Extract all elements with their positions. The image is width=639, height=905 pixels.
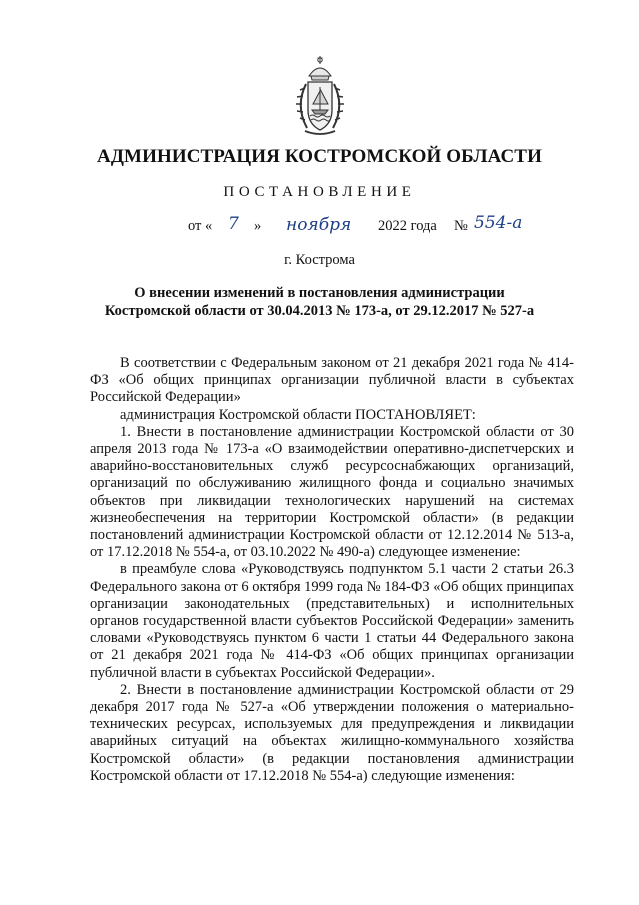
number-label: № (454, 218, 468, 234)
handwritten-month: ноября (286, 215, 352, 235)
coat-of-arms-emblem (291, 54, 349, 138)
date-line (188, 213, 548, 240)
paragraph-item-1: 1. Внести в постановление администрации Костромской области от 30 апреля 2013 года № 173-а «О взаимодействии оперативно-диспетчерских и аварийно-восстановительных служб ресурсоснабжающих организаций, организаций по обслуживанию жилищного фонда и социально значимых объектов при ликвидации технологических нарушений на системах жизнеобеспечения на территории Костромской области» (в редакции постановлений администрации Костромской области от 12.12.2014 № 513-а, от 17.12.2018 № 554-а, от 03.10.2022 № 490-а) следующее изменение: (90, 423, 574, 561)
document-subject (0, 284, 639, 320)
paragraph-resolves: администрация Костромской области ПОСТАНОВЛЯЕТ: (120, 406, 476, 423)
organization-name: АДМИНИСТРАЦИЯ КОСТРОМСКОЙ ОБЛАСТИ (97, 146, 542, 167)
paragraph-item-1-change: в преамбуле слова «Руководствуясь подпунктом 5.1 части 2 статьи 26.3 Федерального закона от 6 октября 1999 года № 184-ФЗ «Об общих принципах организации законодательных (представительных) и исполнительных органов государственной власти субъектов Российской Федерации» заменить словами «Руководствуясь пунктом 6 части 1 статьи 44 Федерального закона от 21 декабря 2021 года № 414-ФЗ «Об общих принципах организации публичной власти в субъектах Российской Федерации». (90, 561, 574, 681)
document-body (90, 355, 574, 785)
handwritten-number: 554-а (474, 213, 523, 233)
paragraph-item-2: 2. Внести в постановление администрации Костромской области от 29 декабря 2017 года № 527-а «Об утверждении положения о материально-технических ресурсах, используемых для предупреждения и ликвидации аварийных ситуаций на объектах жилищно-коммунального хозяйства Костромской области» (в редакции постановления администрации Костромской области от 17.12.2018 № 554-а) следующие изменения: (90, 681, 574, 784)
paragraph-preamble: В соответствии с Федеральным законом от 21 декабря 2021 года № 414-ФЗ «Об общих принципах организации публичной власти в субъектах Российской Федерации» (90, 355, 574, 406)
city-name: г. Кострома (284, 252, 355, 268)
subject-line-1: О внесении изменений в постановления администрации (134, 285, 505, 301)
document-type: ПОСТАНОВЛЕНИЕ (223, 184, 416, 200)
date-year: 2022 года (378, 218, 437, 234)
handwritten-day: 7 (228, 214, 239, 234)
date-quote-close: » (254, 218, 262, 234)
subject-line-2: Костромской области от 30.04.2013 № 173-а, от 29.12.2017 № 527-а (104, 303, 535, 319)
date-from-label: от « (188, 218, 213, 234)
